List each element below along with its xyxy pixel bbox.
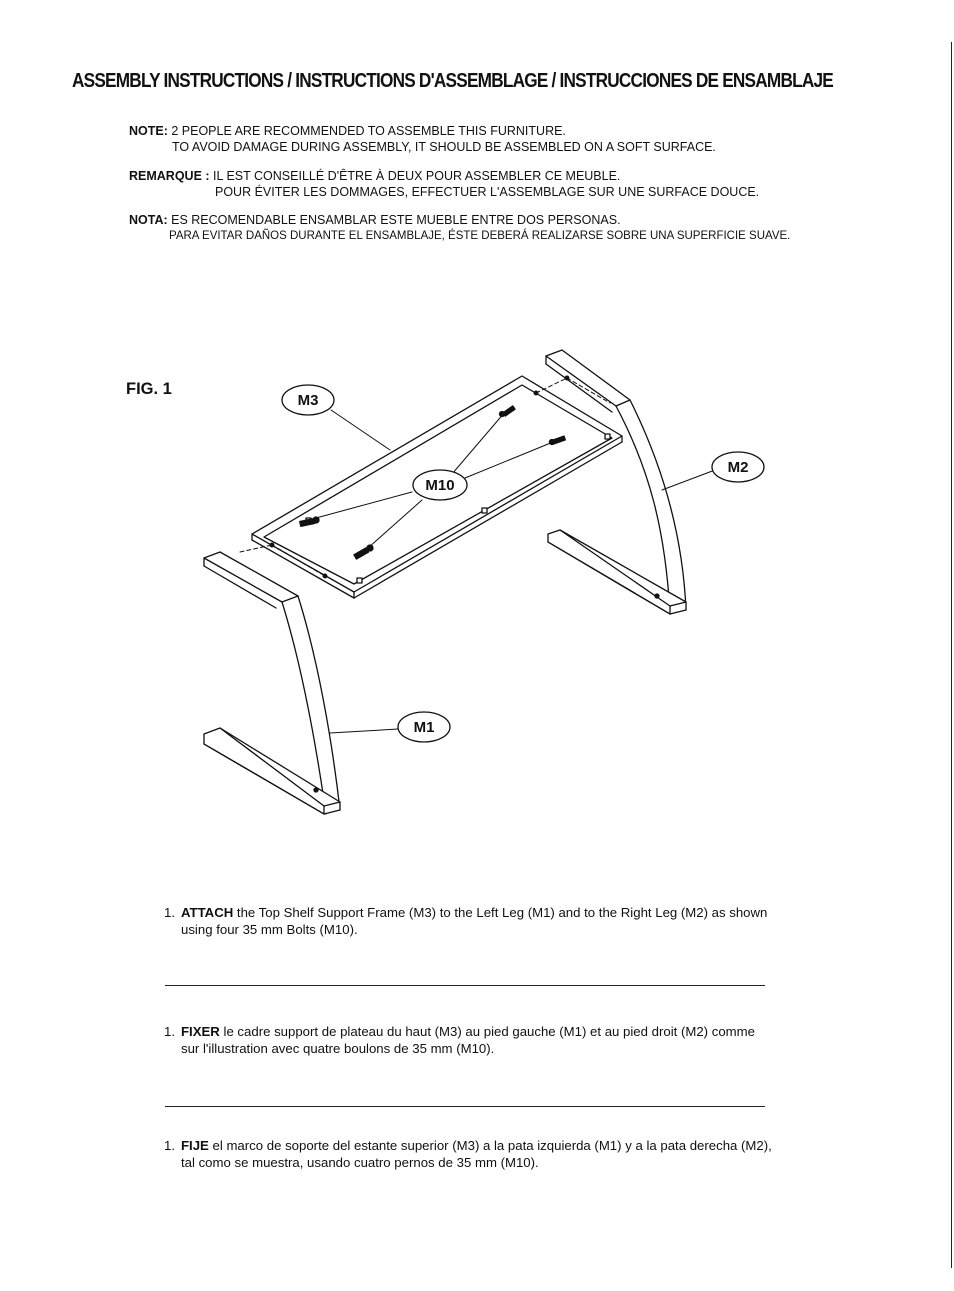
note-line: ES RECOMENDABLE ENSAMBLAR ESTE MUEBLE ENTRE DOS PERSONAS.	[167, 213, 621, 227]
step-verb: FIJE	[181, 1138, 209, 1153]
step-verb: FIXER	[181, 1024, 220, 1039]
note-line: POUR ÉVITER LES DOMMAGES, EFFECTUER L'ASSEMBLAGE SUR UNE SURFACE DOUCE.	[215, 185, 760, 199]
page-title: ASSEMBLY INSTRUCTIONS / INSTRUCTIONS D'ASSEMBLAGE / INSTRUCCIONES DE ENSAMBLAJE	[72, 70, 833, 92]
step-number: 1.	[164, 905, 175, 920]
note-line: 2 PEOPLE ARE RECOMMENDED TO ASSEMBLE THIS FURNITURE.	[167, 124, 566, 138]
step-english	[164, 904, 774, 938]
step-text: the Top Shelf Support Frame (M3) to the Left Leg (M1) and to the Right Leg (M2) as shown using four 35 mm Bolts (M10).	[181, 905, 768, 937]
step-text: le cadre support de plateau du haut (M3) au pied gauche (M1) et au pied droit (M2) comme sur l'illustration avec quatre boulons de 35 mm (M10).	[181, 1024, 755, 1056]
figure-label: FIG. 1	[126, 380, 172, 398]
note-label: REMARQUE :	[129, 169, 210, 183]
note-line: TO AVOID DAMAGE DURING ASSEMBLY, IT SHOULD BE ASSEMBLED ON A SOFT SURFACE.	[172, 140, 716, 154]
note-line: PARA EVITAR DAÑOS DURANTE EL ENSAMBLAJE, ÉSTE DEBERÁ REALIZARSE SOBRE UNA SUPERFICIE SUAVE.	[169, 230, 791, 242]
callout-label-m10: M10	[425, 477, 455, 494]
note-line: IL EST CONSEILLÉ D'ÊTRE À DEUX POUR ASSEMBLER CE MEUBLE.	[209, 169, 621, 183]
callout-label-m1: M1	[413, 719, 435, 736]
step-spanish	[164, 1137, 774, 1171]
step-french	[164, 1023, 774, 1057]
step-text: el marco de soporte del estante superior (M3) a la pata izquierda (M1) y a la pata derecha (M2), tal como se muestra, usando cuatro pernos de 35 mm (M10).	[181, 1138, 772, 1170]
step-verb: ATTACH	[181, 905, 234, 920]
left-leg-m1	[204, 552, 340, 814]
note-label: NOTE:	[129, 124, 168, 138]
callout-label-m2: M2	[727, 459, 749, 476]
right-leg-m2	[546, 350, 686, 614]
divider	[165, 1106, 765, 1107]
step-number: 1.	[164, 1024, 175, 1039]
step-number: 1.	[164, 1138, 175, 1153]
callout-label-m3: M3	[297, 392, 319, 409]
note-label: NOTA:	[129, 213, 168, 227]
divider	[165, 985, 765, 986]
